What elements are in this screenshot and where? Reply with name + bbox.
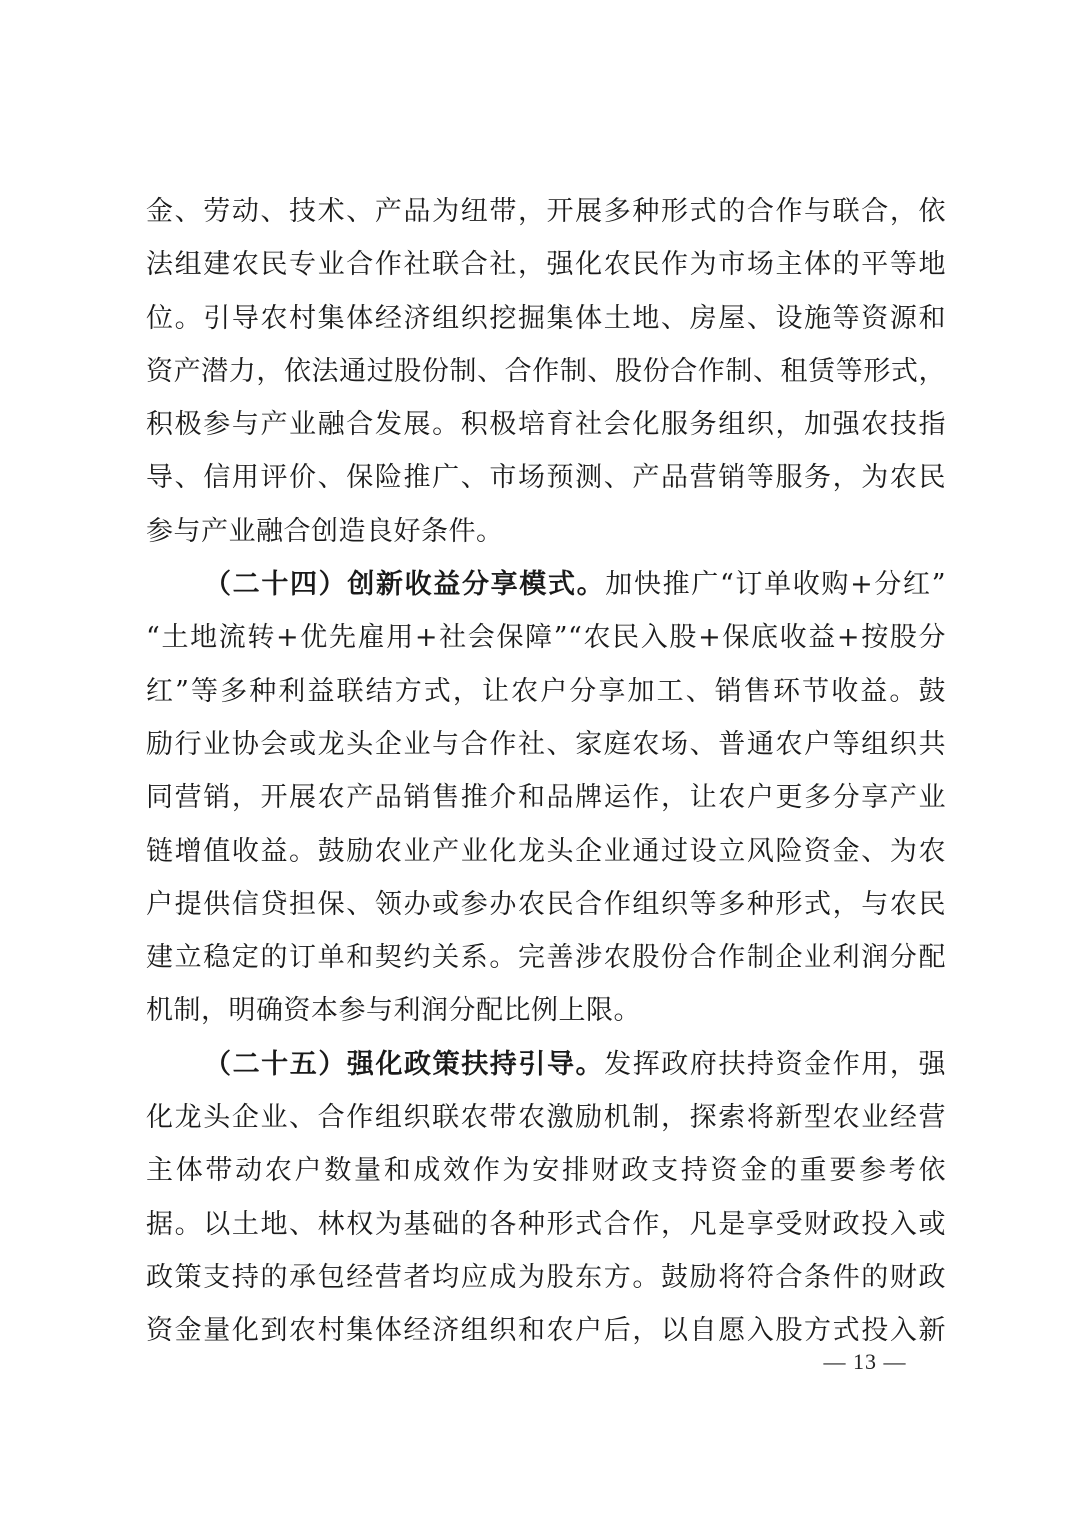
paragraph-line: 链增值收益。鼓励农业产业化龙头企业通过设立风险资金、为农 xyxy=(146,835,946,867)
section-lead-text: 发挥政府扶持资金作用，强 xyxy=(604,1048,946,1080)
section-heading: （二十四）创新收益分享模式。 xyxy=(204,569,606,601)
paragraph-line: 资产潜力，依法通过股份制、合作制、股份合作制、租赁等形式， xyxy=(146,355,946,387)
page-number: — 13 — xyxy=(823,1349,907,1374)
section-first-line xyxy=(146,1038,946,1091)
paragraph-line: 参与产业融合创造良好条件。 xyxy=(146,515,504,547)
section-first-line xyxy=(146,558,946,611)
section-lead-text: 加快推广“订单收购+分红” xyxy=(605,569,946,601)
section-heading: （二十五）强化政策扶持引导。 xyxy=(204,1048,605,1080)
paragraph-line: 据。以土地、林权为基础的各种形式合作，凡是享受财政投入或 xyxy=(146,1208,946,1240)
paragraph-line: 户提供信贷担保、领办或参办农民合作组织等多种形式，与农民 xyxy=(146,888,946,920)
paragraph-line: 建立稳定的订单和契约关系。完善涉农股份合作制企业利润分配 xyxy=(146,942,946,974)
paragraph-line: 化龙头企业、合作组织联农带农激励机制，探索将新型农业经营 xyxy=(146,1102,946,1134)
paragraph-line: 法组建农民专业合作社联合社，强化农民作为市场主体的平等地 xyxy=(146,249,946,281)
paragraph-line: 励行业协会或龙头企业与合作社、家庭农场、普通农户等组织共 xyxy=(146,728,946,760)
paragraph-line: 金、劳动、技术、产品为纽带，开展多种形式的合作与联合，依 xyxy=(146,196,946,227)
paragraph-line: 资金量化到农村集体经济组织和农户后，以自愿入股方式投入新 xyxy=(146,1315,946,1347)
paragraph-line: 位。引导农村集体经济组织挖掘集体土地、房屋、设施等资源和 xyxy=(146,302,946,334)
paragraph-line: 积极参与产业融合发展。积极培育社会化服务组织，加强农技指 xyxy=(146,409,946,441)
paragraph-line: 主体带动农户数量和成效作为安排财政支持资金的重要参考依 xyxy=(146,1155,946,1187)
paragraph-line: 导、信用评价、保险推广、市场预测、产品营销等服务，为农民 xyxy=(146,462,946,494)
paragraph-line: 同营销，开展农产品销售推介和品牌运作，让农户更多分享产业 xyxy=(146,782,946,814)
paragraph-line: 红”等多种利益联结方式，让农户分享加工、销售环节收益。鼓 xyxy=(146,675,946,707)
paragraph-line: “土地流转+优先雇用+社会保障”“农民入股+保底收益+按股分 xyxy=(146,622,946,654)
paragraph-line: 机制，明确资本参与利润分配比例上限。 xyxy=(146,995,641,1027)
paragraph-line: 政策支持的承包经营者均应成为股东方。鼓励将符合条件的财政 xyxy=(146,1261,946,1293)
body-text xyxy=(146,185,946,1358)
